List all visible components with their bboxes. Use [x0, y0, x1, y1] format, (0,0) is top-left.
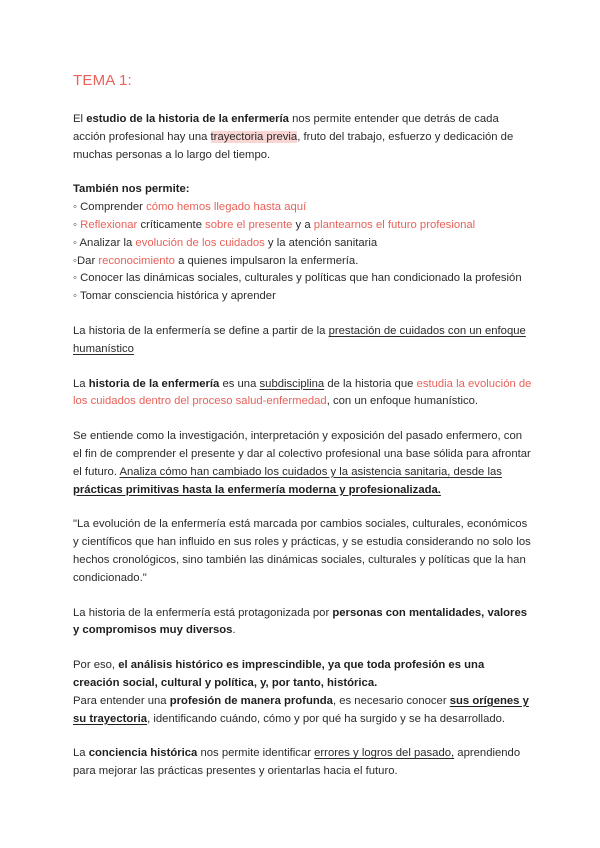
intro-paragraph: El estudio de la historia de la enfermería nos permite entender que detrás de cada acción profesional hay una trayectoria previa, fruto del trabajo, esfuerzo y dedicación de muchas personas a lo largo del tiempo. [73, 113, 514, 161]
research-paragraph: Se entiende como la investigación, interpretación y exposición del pasado enfermero, con el fin de comprender el presente y dar al colectivo profesional una base sólida para afrontar el futuro. Analiza cómo han cambiado los cuidados y la asistencia sanitaria, desde las prácticas primitivas hasta la enfermería moderna y profesionalizada. [73, 430, 531, 496]
quote-paragraph: "La evolución de la enfermería está marcada por cambios sociales, culturales, económicos y científicos que han influido en sus roles y prácticas, y se estudia considerando no solo los hechos cronológicos, sino también las dinámicas sociales, culturales y políticas que la han condicionado." [73, 518, 531, 584]
list-item: ◦Dar reconocimiento a quienes impulsaron la enfermería. [73, 254, 359, 267]
highlight-trayectoria: trayectoria previa [210, 130, 298, 143]
analysis-paragraph: Por eso, el análisis histórico es imprescindible, ya que toda profesión es una creación social, cultural y política, y, por tanto, histórica. [73, 659, 485, 689]
benefits-list [73, 181, 533, 306]
document-page [73, 72, 533, 781]
awareness-paragraph: La conciencia histórica nos permite identificar errores y logros del pasado, aprendiendo para mejorar las prácticas presentes y orientarlas hacia el futuro. [73, 747, 521, 778]
definition-paragraph: La historia de la enfermería se define a partir de la prestación de cuidados con un enfoque humanístico [73, 324, 526, 355]
list-item: ◦ Conocer las dinámicas sociales, culturales y políticas que han condicionado la profesión [73, 272, 522, 285]
page-title: TEMA 1: [73, 72, 132, 89]
analysis-paragraph-2: Para entender una profesión de manera profunda, es necesario conocer sus orígenes y su trayectoria, identificando cuándo, cómo y por qué ha surgido y se ha desarrollado. [73, 694, 529, 725]
protagonists-paragraph: La historia de la enfermería está protagonizada por personas con mentalidades, valores y compromisos muy diversos. [73, 606, 528, 637]
list-item: ◦ Analizar la evolución de los cuidados y la atención sanitaria [73, 236, 378, 249]
list-item: ◦ Reflexionar críticamente sobre el presente y a plantearnos el futuro profesional [73, 218, 476, 231]
list-heading: También nos permite: [73, 183, 190, 196]
subdiscipline-paragraph: La historia de la enfermería es una subdisciplina de la historia que estudia la evolución de los cuidados dentro del proceso salud-enfermedad, con un enfoque humanístico. [73, 377, 532, 408]
list-item: ◦ Comprender cómo hemos llegado hasta aquí [73, 201, 307, 214]
list-item: ◦ Tomar consciencia histórica y aprender [73, 290, 276, 303]
